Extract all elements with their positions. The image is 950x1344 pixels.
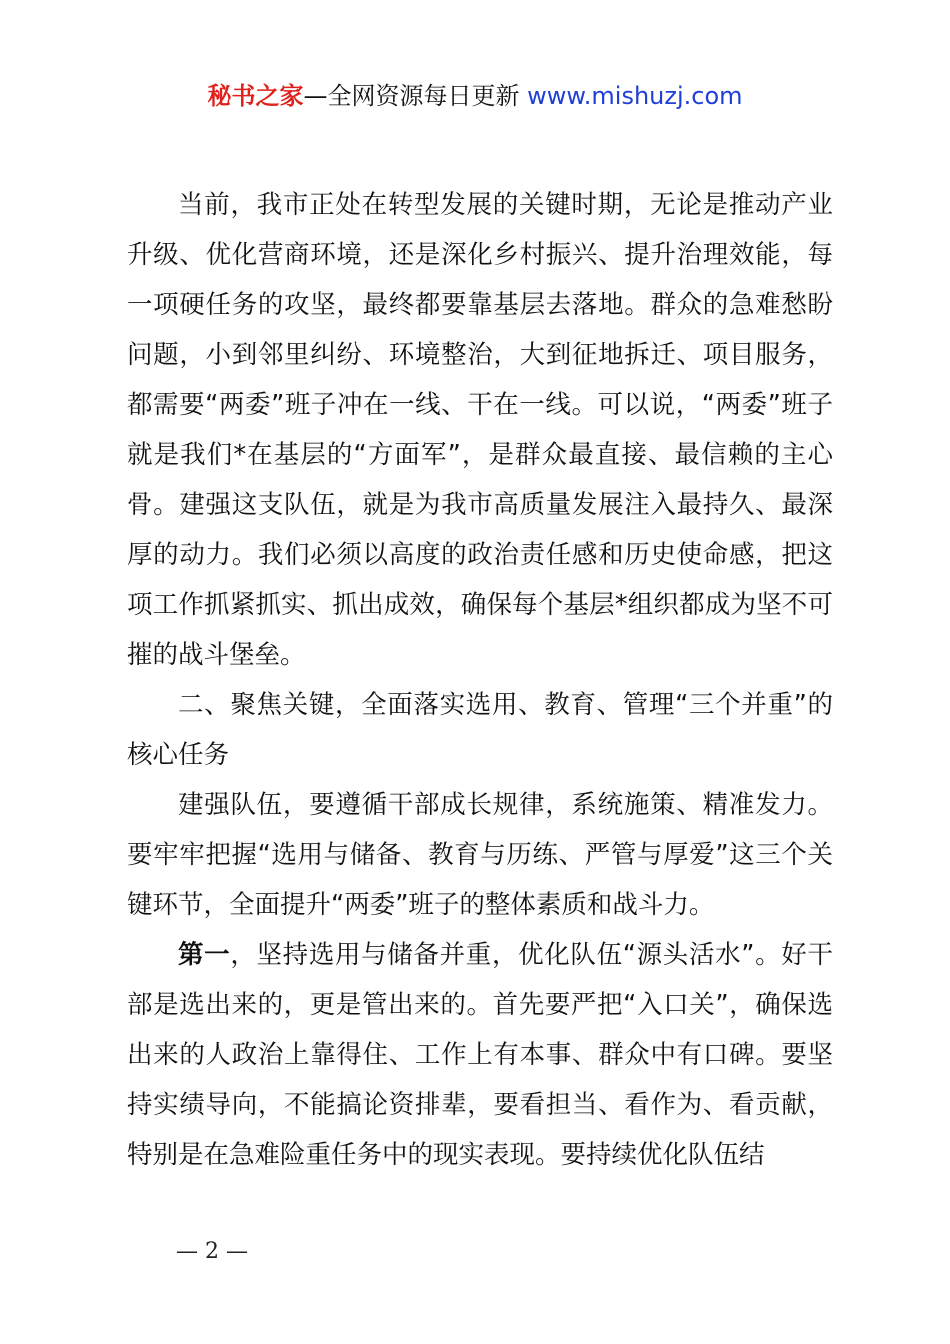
- paragraph-lead-word: 第一: [178, 940, 231, 970]
- site-url-link[interactable]: www.mishuzj.com: [527, 82, 743, 110]
- site-header: [0, 80, 950, 112]
- paragraph-intro: 当前，我市正处在转型发展的关键时期，无论是推动产业升级、优化营商环境，还是深化乡村振兴、提升治理效能，每一项硬任务的攻坚，最终都要靠基层去落地。群众的急难愁盼问题，小到邻里纠纷、环境整治，大到征地拆迁、项目服务，都需要“两委”班子冲在一线、干在一线。可以说，“两委”班子就是我们*在基层的“方面军”，是群众最直接、最信赖的主心骨。建强这支队伍，就是为我市高质量发展注入最持久、最深厚的动力。我们必须以高度的政治责任感和历史使命感，把这项工作抓紧抓实、抓出成效，确保每个基层*组织都成为坚不可摧的战斗堡垒。: [127, 190, 833, 670]
- document-body: [127, 180, 833, 1180]
- site-brand: 秘书之家: [207, 82, 304, 110]
- paragraph-first-point-text: ，坚持选用与储备并重，优化队伍“源头活水”。好干部是选出来的，更是管出来的。首先要严把“入口关”，确保选出来的人政治上靠得住、工作上有本事、群众中有口碑。要坚持实绩导向，不能搞论资排辈，要看担当、看作为、看贡献，特别是在急难险重任务中的现实表现。要持续优化队伍结: [127, 940, 833, 1170]
- site-tagline: —全网资源每日更新: [303, 82, 528, 110]
- paragraph-section-summary: 建强队伍，要遵循干部成长规律，系统施策、精准发力。要牢牢把握“选用与储备、教育与历练、严管与厚爱”这三个关键环节，全面提升“两委”班子的整体素质和战斗力。: [127, 790, 833, 920]
- page-number: — 2 —: [176, 1239, 248, 1264]
- paragraph-first-point: [127, 930, 833, 1180]
- section-heading: 二、聚焦关键，全面落实选用、教育、管理“三个并重”的核心任务: [127, 690, 833, 770]
